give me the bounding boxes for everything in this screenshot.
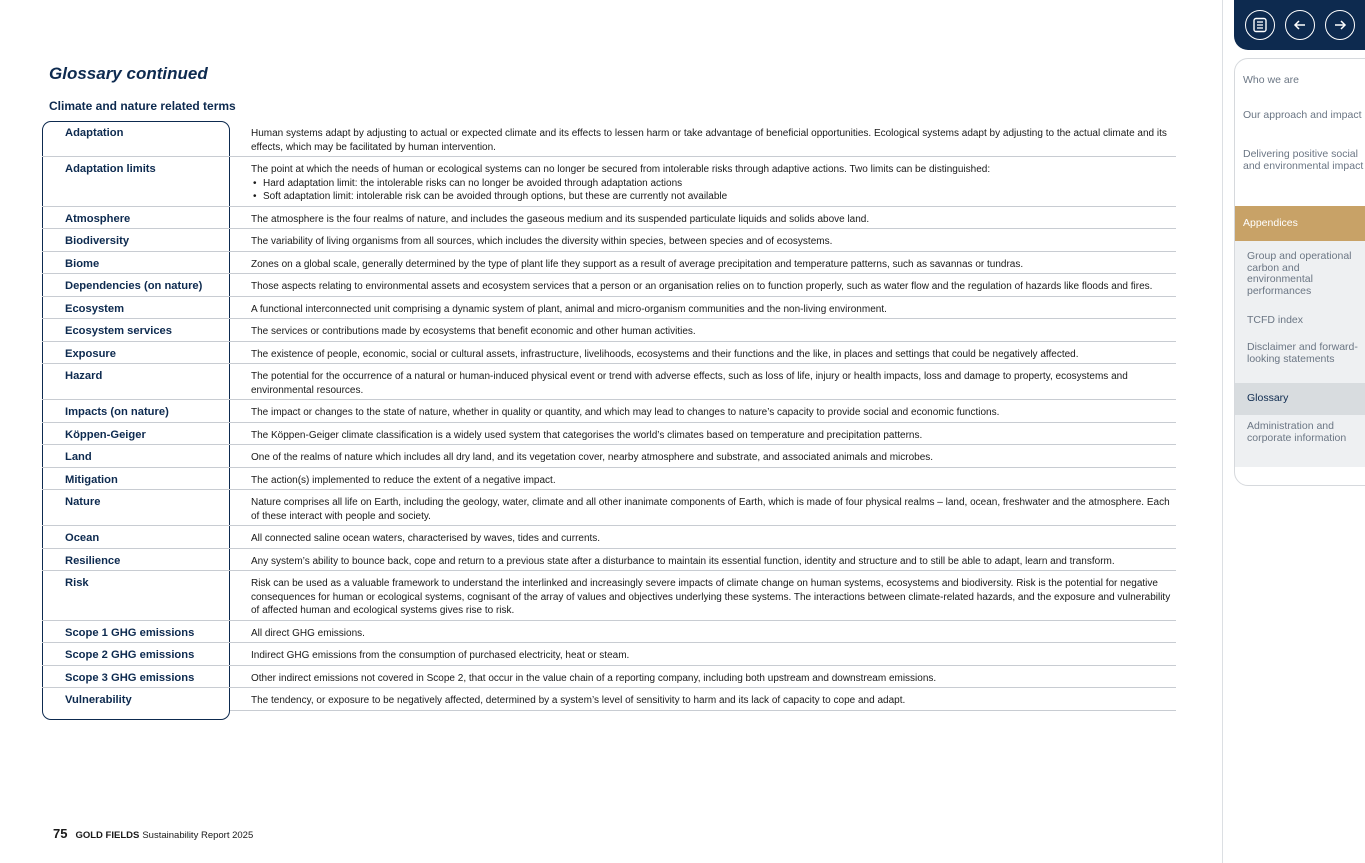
page-number: 75 bbox=[53, 826, 68, 841]
glossary-term: Ecosystem bbox=[42, 297, 230, 320]
nav-item-our-approach[interactable] bbox=[1235, 110, 1365, 122]
definition-text: Risk can be used as a valuable framework to understand the interlinked and increasingly severe impacts of climate change on human systems, ecosystems and biodiversity. Risk is the potential for negative consequences for human or ecological systems, cognisant of the array of values and objectives underlying these systems. The interactions between climate-related hazards, and the exposure and vulnerability of affected human and ecological systems gives rise to risk. bbox=[251, 578, 1171, 616]
definition-text: The services or contributions made by ecosystems that benefit economic and other human activities. bbox=[251, 326, 696, 337]
definition-text: All connected saline ocean waters, characterised by waves, tides and currents. bbox=[251, 533, 601, 544]
glossary-row bbox=[42, 666, 1176, 689]
definition-text: Those aspects relating to environmental assets and ecosystem services that a person or an organisation relies on to function properly, such as water flow and the regulation of hazards like floods and fires. bbox=[251, 281, 1153, 292]
glossary-row bbox=[42, 490, 1176, 526]
contents-button[interactable] bbox=[1245, 10, 1275, 40]
glossary-row bbox=[42, 342, 1176, 365]
nav-item-disclaimer[interactable] bbox=[1235, 332, 1365, 383]
glossary-term: Hazard bbox=[42, 364, 230, 400]
glossary-row bbox=[42, 297, 1176, 320]
contents-icon bbox=[1252, 17, 1268, 33]
glossary-term: Köppen-Geiger bbox=[42, 423, 230, 446]
nav-item-label: Disclaimer and forward-looking statements bbox=[1247, 341, 1358, 365]
glossary-definition bbox=[230, 274, 1176, 297]
definition-text: Other indirect emissions not covered in Scope 2, that occur in the value chain of a reporting company, including both upstream and downstream emissions. bbox=[251, 672, 937, 684]
nav-item-label: Administration and corporate information bbox=[1247, 420, 1347, 444]
definition-text: All direct GHG emissions. bbox=[251, 627, 365, 639]
bullet-text: Hard adaptation limit: the intolerable risks can no longer be avoided through adaptation actions bbox=[263, 177, 683, 189]
nav-item-label: Appendices bbox=[1243, 216, 1298, 229]
glossary-definition bbox=[230, 157, 1176, 207]
glossary-row bbox=[42, 121, 1176, 157]
glossary-definition bbox=[230, 207, 1176, 230]
glossary-term: Nature bbox=[42, 490, 230, 526]
glossary-row bbox=[42, 157, 1176, 207]
definition-text: Indirect GHG emissions from the consumption of purchased electricity, heat or steam. bbox=[251, 650, 630, 661]
nav-item-appendices[interactable] bbox=[1235, 206, 1365, 241]
arrow-left-icon bbox=[1292, 17, 1308, 33]
glossary-definition bbox=[230, 571, 1176, 621]
glossary-definition bbox=[230, 688, 1176, 711]
glossary-term: Dependencies (on nature) bbox=[42, 274, 230, 297]
glossary-definition bbox=[230, 252, 1176, 275]
glossary-row bbox=[42, 549, 1176, 572]
glossary-term: Land bbox=[42, 445, 230, 468]
definition-text: Zones on a global scale, generally determined by the type of plant life they support as a result of average precipitation and temperature patterns, such as savannas or tundras. bbox=[251, 258, 1024, 270]
glossary-definition bbox=[230, 490, 1176, 526]
brand-name: GOLD FIELDS bbox=[75, 830, 140, 841]
glossary-term: Scope 2 GHG emissions bbox=[42, 643, 230, 666]
definition-text: The Köppen-Geiger climate classification is a widely used system that categorises the world’s climates based on temperature and precipitation patterns. bbox=[251, 429, 923, 441]
nav-item-who-we-are[interactable] bbox=[1235, 75, 1365, 87]
glossary-definition bbox=[230, 666, 1176, 689]
definition-text: Nature comprises all life on Earth, including the geology, water, climate and all other inanimate components of Earth, which is made of four physical realms – land, ocean, freshwater and the atmosphere. Each of these interact with people and society. bbox=[251, 497, 1170, 522]
nav-item-delivering-impact[interactable] bbox=[1235, 149, 1365, 172]
definition-text: The existence of people, economic, social or cultural assets, infrastructure, livelihoods, ecosystems and their functions and the like, in places and settings that could be negatively affected. bbox=[251, 348, 1079, 360]
glossary-term: Adaptation bbox=[42, 121, 230, 157]
glossary-term: Atmosphere bbox=[42, 207, 230, 230]
glossary-term: Scope 1 GHG emissions bbox=[42, 621, 230, 644]
glossary-term: Resilience bbox=[42, 549, 230, 572]
definition-text: Human systems adapt by adjusting to actual or expected climate and its effects to lessen harm or take advantage of beneficial opportunities. Ecological systems adapt by adjusting to the actual climate and its effects, which may be facilitated by human intervention. bbox=[251, 128, 1167, 153]
glossary-row bbox=[42, 423, 1176, 446]
section-title: Climate and nature related terms bbox=[49, 99, 236, 113]
glossary-term: Ocean bbox=[42, 526, 230, 549]
definition-bullets bbox=[251, 177, 1176, 204]
definition-text: Any system’s ability to bounce back, cope and return to a previous state after a disturbance to maintain its essential function, identity and structure and to still be able to adapt, learn and transform. bbox=[251, 555, 1115, 567]
definition-text: The potential for the occurrence of a natural or human-induced physical event or trend with adverse effects, such as loss of life, injury or health impacts, loss and damage to property, ecosystems and environmental resources. bbox=[251, 371, 1128, 396]
glossary-definition bbox=[230, 297, 1176, 320]
glossary-row bbox=[42, 274, 1176, 297]
glossary-definition bbox=[230, 364, 1176, 400]
glossary-row bbox=[42, 643, 1176, 666]
glossary-definition bbox=[230, 342, 1176, 365]
nav-header bbox=[1234, 0, 1365, 50]
glossary-row bbox=[42, 445, 1176, 468]
definition-bullet bbox=[253, 190, 1176, 204]
definition-text: The action(s) implemented to reduce the extent of a negative impact. bbox=[251, 474, 556, 486]
sidebar bbox=[1222, 0, 1365, 863]
glossary-row bbox=[42, 688, 1176, 711]
definition-text: One of the realms of nature which includes all dry land, and its vegetation cover, nearby atmosphere and substrate, and associated animals and microbes. bbox=[251, 452, 934, 463]
glossary-term: Risk bbox=[42, 571, 230, 621]
glossary-row bbox=[42, 526, 1176, 549]
glossary-table bbox=[42, 121, 1176, 711]
page-title: Glossary continued bbox=[49, 64, 208, 83]
glossary-definition bbox=[230, 526, 1176, 549]
glossary-term: Exposure bbox=[42, 342, 230, 365]
nav-item-label: Delivering positive social and environmental impact bbox=[1243, 148, 1364, 172]
nav-item-administration[interactable] bbox=[1235, 415, 1365, 467]
forward-button[interactable] bbox=[1325, 10, 1355, 40]
nav-item-label: Glossary bbox=[1247, 392, 1289, 404]
definition-bullet bbox=[253, 177, 1176, 191]
definition-text: The variability of living organisms from all sources, which includes the diversity within species, between species and of ecosystems. bbox=[251, 236, 833, 247]
nav-item-glossary[interactable] bbox=[1235, 383, 1365, 415]
bullet-text: Soft adaptation limit: intolerable risk can be avoided through options, but these are currently not available bbox=[263, 191, 728, 202]
glossary-row bbox=[42, 468, 1176, 491]
glossary-row bbox=[42, 400, 1176, 423]
glossary-term: Adaptation limits bbox=[42, 157, 230, 207]
report-name: Sustainability Report 2025 bbox=[142, 830, 254, 841]
nav-item-label: Who we are bbox=[1243, 74, 1300, 86]
glossary-term: Vulnerability bbox=[65, 694, 132, 706]
footer bbox=[53, 826, 253, 841]
glossary-definition bbox=[230, 400, 1176, 423]
nav-item-label: TCFD index bbox=[1247, 314, 1304, 326]
glossary-term: Ecosystem services bbox=[42, 319, 230, 342]
definition-text: The atmosphere is the four realms of nature, and includes the gaseous medium and its suspended particulate liquids and solids above land. bbox=[251, 213, 870, 225]
glossary-row bbox=[42, 207, 1176, 230]
nav-item-label: Our approach and impact bbox=[1243, 109, 1362, 121]
glossary-definition bbox=[230, 621, 1176, 644]
glossary-term: Impacts (on nature) bbox=[42, 400, 230, 423]
nav-item-tcfd-index[interactable] bbox=[1235, 303, 1365, 332]
glossary-row bbox=[42, 571, 1176, 621]
glossary-row bbox=[42, 364, 1176, 400]
glossary-row bbox=[42, 252, 1176, 275]
definition-text: A functional interconnected unit comprising a dynamic system of plant, animal and micro-organism communities and the non-living environment. bbox=[251, 303, 887, 315]
glossary-definition bbox=[230, 229, 1176, 252]
glossary-row bbox=[42, 621, 1176, 644]
glossary-definition bbox=[230, 468, 1176, 491]
definition-text: The point at which the needs of human or ecological systems can no longer be secured from intolerable risks through adaptive actions. Two limits can be distinguished: bbox=[251, 164, 991, 175]
glossary-term: Mitigation bbox=[42, 468, 230, 491]
glossary-term: Biodiversity bbox=[42, 229, 230, 252]
back-button[interactable] bbox=[1285, 10, 1315, 40]
glossary-definition bbox=[230, 121, 1176, 157]
glossary-term: Biome bbox=[42, 252, 230, 275]
glossary-term: Scope 3 GHG emissions bbox=[42, 666, 230, 689]
nav-item-label: Group and operational carbon and environmental performances bbox=[1247, 250, 1352, 298]
definition-text: The tendency, or exposure to be negatively affected, determined by a system’s level of sensitivity to harm and its lack of capacity to cope and adapt. bbox=[251, 695, 906, 706]
glossary-definition bbox=[230, 549, 1176, 572]
glossary-row bbox=[42, 229, 1176, 252]
glossary-definition bbox=[230, 423, 1176, 446]
glossary-definition bbox=[230, 445, 1176, 468]
nav-panel bbox=[1234, 58, 1365, 486]
arrow-right-icon bbox=[1332, 17, 1348, 33]
glossary-row bbox=[42, 319, 1176, 342]
nav-item-carbon-performance[interactable] bbox=[1235, 241, 1365, 303]
definition-text: The impact or changes to the state of nature, whether in quality or quantity, and which may lead to changes to nature’s capacity to provide social and economic functions. bbox=[251, 407, 1000, 418]
glossary-definition bbox=[230, 643, 1176, 666]
glossary-definition bbox=[230, 319, 1176, 342]
